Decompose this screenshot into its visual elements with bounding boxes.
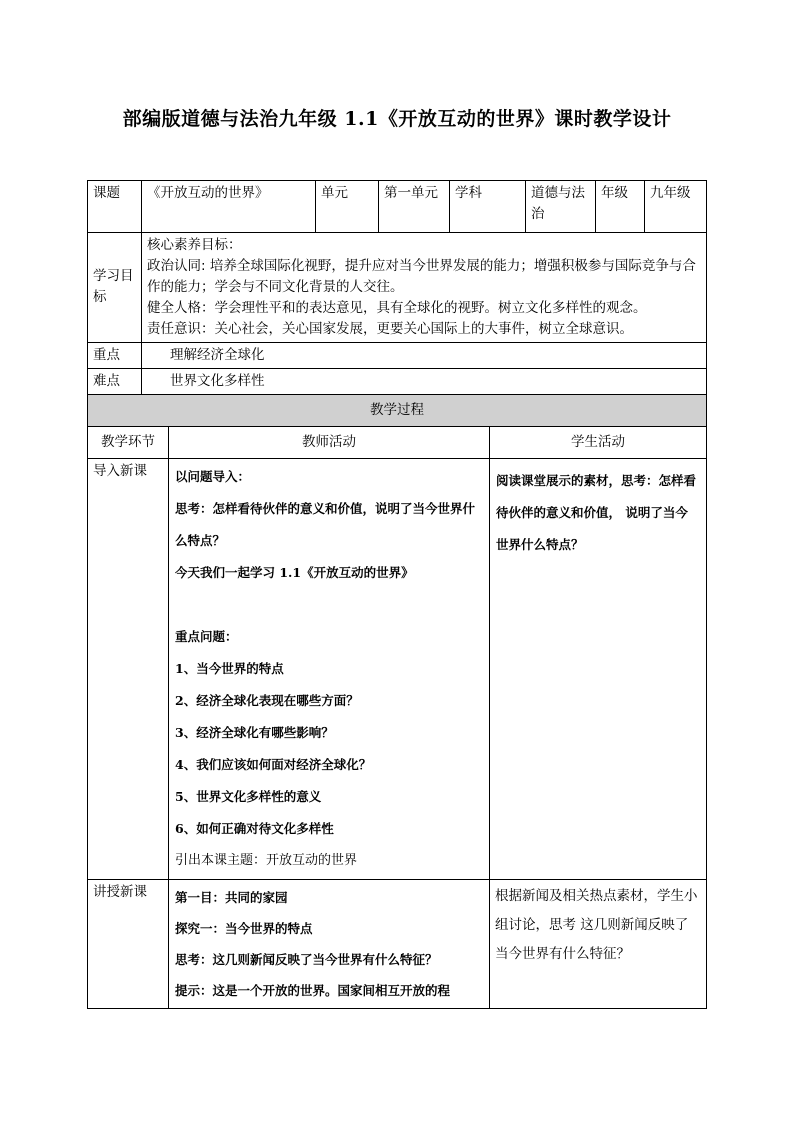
- goal-political: 政治认同: 培养全球国际化视野，提升应对当今世界发展的能力；增强积极参与国际竞争与合作的能力；学会与不同文化背景的人交往。: [147, 257, 696, 295]
- grade-value: 九年级: [645, 181, 707, 233]
- header-student: 学生活动: [490, 427, 707, 459]
- intro-teacher-line: 重点问题：: [175, 629, 238, 644]
- intro-teacher-line: 2、经济全球化表现在哪些方面？: [175, 693, 359, 708]
- intro-teacher-line: 思考：怎样看待伙伴的意义和价值，说明了当今世界什么特点？: [175, 501, 476, 548]
- course-info-row: [88, 181, 707, 233]
- learning-goals-content: [142, 233, 707, 343]
- lecture-teacher-line: 第一目：共同的家园: [175, 890, 288, 905]
- key-point-value: 理解经济全球化: [142, 342, 707, 368]
- lecture-row: [88, 880, 707, 1009]
- subject-label: 学科: [450, 181, 526, 233]
- lecture-teacher-line: 提示：这是一个开放的世界。国家间相互开放的程: [175, 983, 451, 998]
- course-info-table: [87, 180, 707, 396]
- intro-teacher-line: 3、经济全球化有哪些影响？: [175, 725, 334, 740]
- intro-teacher-line: 以问题导入：: [175, 469, 251, 484]
- key-point-row: [88, 342, 707, 368]
- lecture-teacher-line: 探究一：当今世界的特点: [175, 921, 313, 936]
- process-title-row: [88, 395, 707, 427]
- learning-goals-label: 学习目标: [88, 233, 142, 343]
- goal-personality: 健全人格：学会理性平和的表达意见，具有全球化的视野。树立文化多样性的观念。: [147, 299, 647, 316]
- unit-label: 单元: [316, 181, 379, 233]
- teaching-process-table: [87, 394, 707, 1009]
- topic-value: 《开放互动的世界》: [142, 181, 316, 233]
- header-teacher: 教师活动: [169, 427, 490, 459]
- intro-teacher-line: 今天我们一起学习 1.1《开放互动的世界》: [175, 565, 414, 580]
- lecture-teacher-line: 思考：这几则新闻反映了当今世界有什么特征？: [175, 952, 438, 967]
- learning-goals-row: [88, 233, 707, 343]
- lecture-stage: 讲授新课: [88, 880, 169, 1009]
- lecture-student-activity: 根据新闻及相关热点素材，学生小组讨论，思考 这几则新闻反映了当今世界有什么特征？: [490, 880, 707, 1009]
- unit-value: 第一单元: [379, 181, 450, 233]
- intro-student-activity: 阅读课堂展示的素材，思考：怎样看待伙伴的意义和价值， 说明了当今世界什么特点？: [490, 459, 707, 880]
- grade-label: 年级: [596, 181, 645, 233]
- intro-row: [88, 459, 707, 880]
- intro-teacher-blank-line: [175, 589, 483, 621]
- page-title: 部编版道德与法治九年级 1.1《开放互动的世界》课时教学设计: [122, 108, 672, 130]
- process-section-title: 教学过程: [88, 395, 707, 427]
- intro-teacher-line: 4、我们应该如何面对经济全球化？: [175, 757, 372, 772]
- intro-teacher-line: 5、世界文化多样性的意义: [175, 789, 322, 804]
- intro-teacher-line: 6、如何正确对待文化多样性: [175, 821, 334, 836]
- lecture-teacher-activity: [169, 880, 490, 1009]
- intro-stage: 导入新课: [88, 459, 169, 880]
- key-point-label: 重点: [88, 342, 142, 368]
- difficulty-label: 难点: [88, 368, 142, 395]
- intro-teacher-closing: 引出本课主题：开放互动的世界: [175, 853, 358, 868]
- topic-label: 课题: [88, 181, 142, 233]
- difficulty-value: 世界文化多样性: [142, 368, 707, 395]
- intro-teacher-activity: [169, 459, 490, 880]
- subject-value: 道德与法治: [526, 181, 596, 233]
- intro-teacher-line: 1、当今世界的特点: [175, 661, 284, 676]
- header-stage: 教学环节: [88, 427, 169, 459]
- goals-heading: 核心素养目标：: [147, 237, 242, 253]
- difficulty-row: [88, 368, 707, 395]
- goal-responsibility: 责任意识：关心社会，关心国家发展，更要关心国际上的大事件，树立全球意识。: [147, 320, 633, 337]
- process-header-row: [88, 427, 707, 459]
